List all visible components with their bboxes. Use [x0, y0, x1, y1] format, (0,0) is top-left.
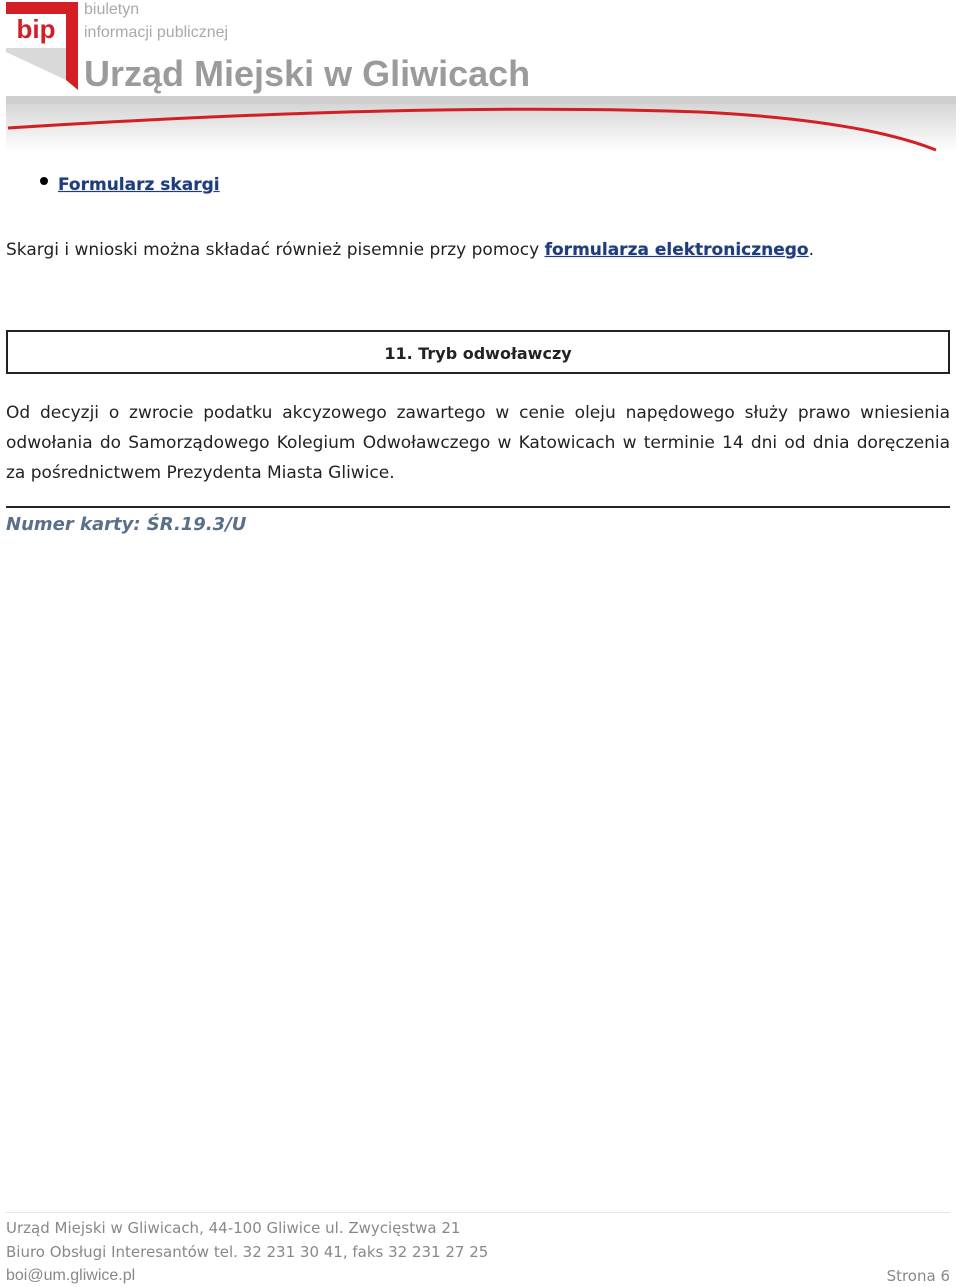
appeal-procedure-text: Od decyzji o zwrocie podatku akcyzowego zawartego w cenie oleju napędowego służy prawo wniesienia odwołania do Samorządowego Kolegium Odwoławczego w Katowicach w terminie 14 dni od dnia doręczenia za pośrednictwem Prezydenta Miasta Gliwice.	[6, 403, 950, 483]
office-title: Urząd Miejski w Gliwicach	[84, 53, 531, 94]
footer-address: Urząd Miejski w Gliwicach, 44-100 Gliwice ul. Zwycięstwa 21	[6, 1219, 461, 1237]
paragraph-text: Skargi i wnioski można składać również pisemnie przy pomocy	[6, 240, 545, 260]
header-decoration	[0, 96, 960, 152]
card-number: Numer karty: ŚR.19.3/U	[6, 514, 247, 535]
footer-phone: Biuro Obsługi Interesantów tel. 32 231 30 41, faks 32 231 27 25	[6, 1243, 489, 1261]
bip-logo-icon	[6, 2, 78, 90]
section-title: 11. Tryb odwoławczy	[384, 344, 572, 363]
paragraph-end: .	[808, 240, 815, 260]
footer-email: boi@um.gliwice.pl	[6, 1267, 136, 1284]
bip-subtitle-line2: informacji publicznej	[84, 24, 229, 41]
divider	[6, 506, 950, 508]
footer-divider	[6, 1212, 950, 1213]
bip-subtitle-line1: biuletyn	[84, 1, 140, 18]
complaints-paragraph	[6, 238, 814, 262]
bullet-icon	[40, 177, 48, 185]
svg-text:bip: bip	[16, 14, 56, 44]
page-number: Strona 6	[886, 1267, 950, 1285]
electronic-form-link[interactable]: formularza elektronicznego	[544, 240, 809, 260]
page-header	[0, 0, 960, 152]
section-header-box	[6, 330, 950, 374]
complaint-form-link[interactable]: Formularz skargi	[58, 175, 220, 195]
